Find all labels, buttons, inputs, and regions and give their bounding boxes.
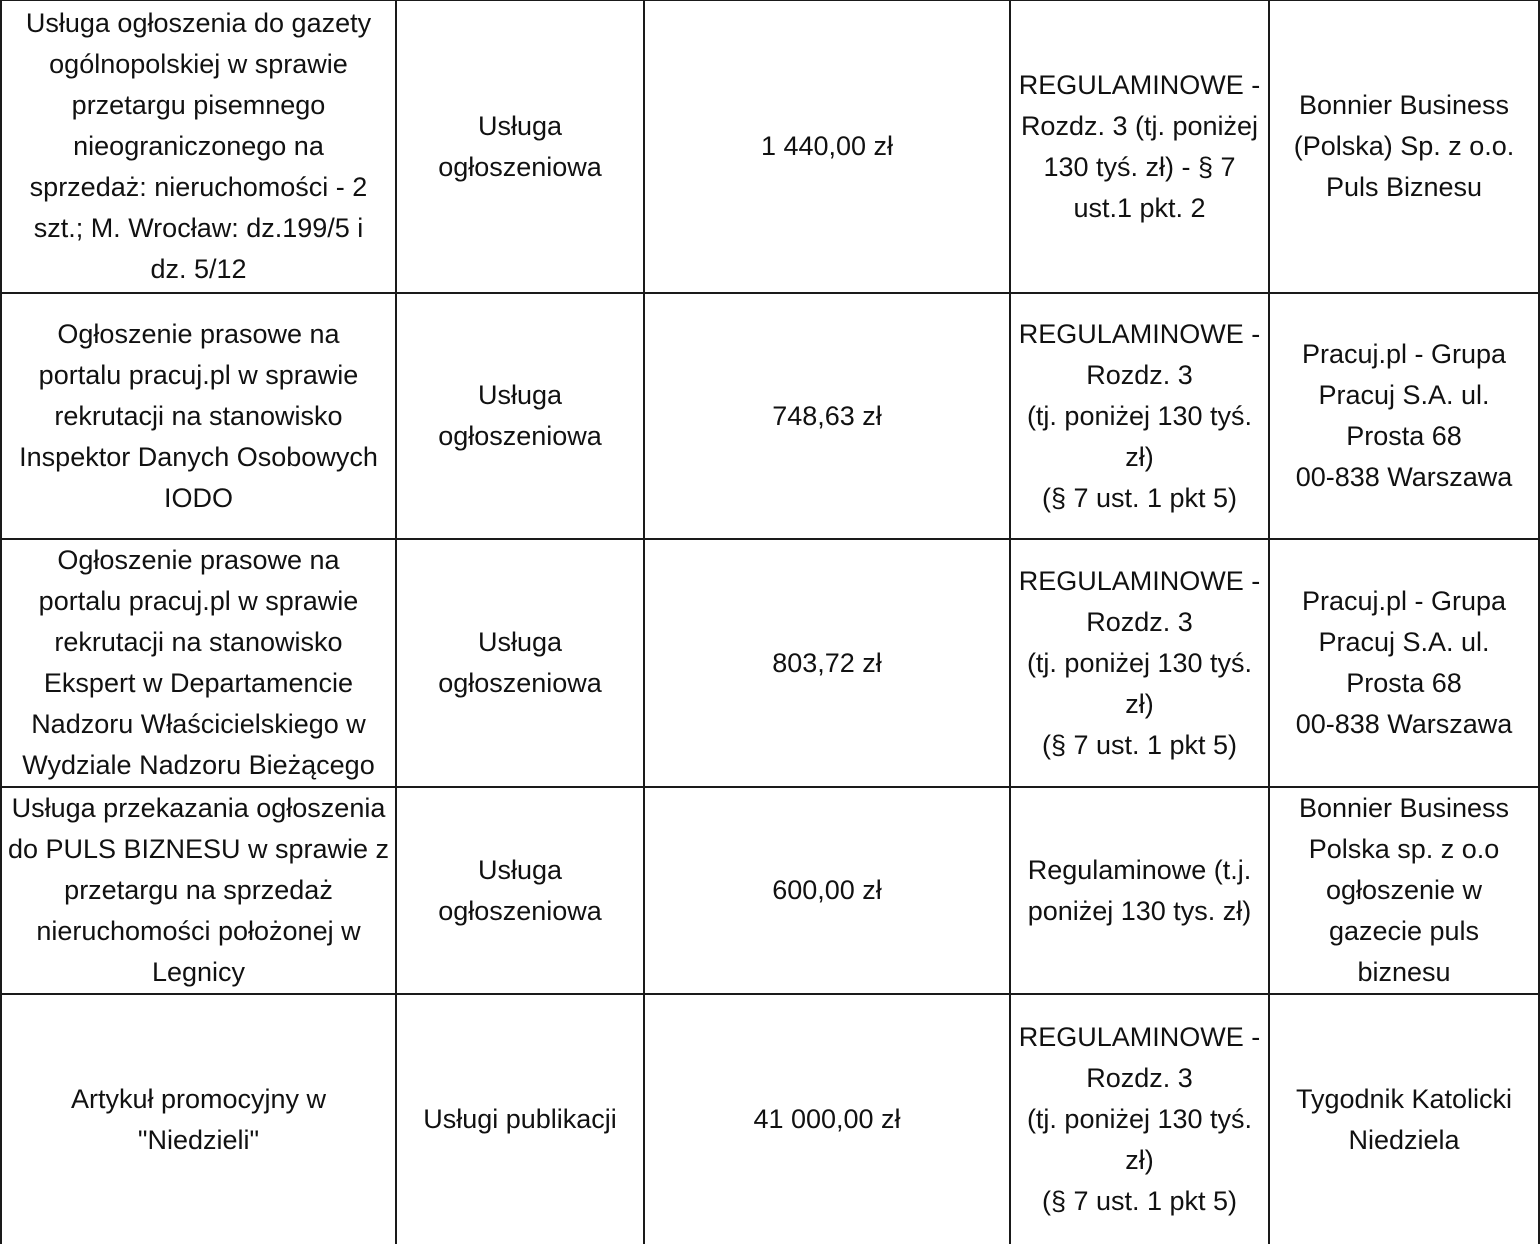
contractor-text: Pracuj.pl - Grupa Pracuj S.A. ul. Prosta 68 00-838 Warszawa [1295,586,1513,739]
type-text: Usługa ogłoszeniowa [438,380,602,451]
contractor-text: Bonnier Business Polska sp. z o.o ogłoszenie w gazecie puls biznesu [1298,793,1510,987]
amount-text: 803,72 zł [772,647,882,678]
mode-cell[interactable] [1010,293,1269,539]
contractor-cell[interactable] [1269,787,1539,994]
table-row [1,994,1539,1244]
mode-cell[interactable] [1010,787,1269,994]
type-cell[interactable] [396,994,644,1244]
mode-cell[interactable] [1010,994,1269,1244]
type-cell[interactable] [396,539,644,787]
mode-cell[interactable] [1010,0,1269,293]
amount-text: 1 440,00 zł [760,131,894,161]
mode-text: REGULAMINOWE - Rozdz. 3 (tj. poniżej 130 tyś. zł) (§ 7 ust. 1 pkt 5) [1018,318,1261,513]
amount-text: 748,63 zł [772,400,882,431]
contractor-text: Tygodnik Katolicki Niedziela [1295,1083,1513,1155]
description-text: Usługa ogłoszenia do gazety ogólnopolskiej w sprawie przetargu pisemnego nieograniczonego na sprzedaż: nieruchomości - 2 szt.; M. Wrocław: dz.199/5 i dz. 5/12 [25,8,372,284]
description-text: Ogłoszenie prasowe na portalu pracuj.pl w sprawie rekrutacji na stanowisko Inspektor Danych Osobowych IODO [19,318,378,513]
mode-text: REGULAMINOWE - Rozdz. 3 (tj. poniżej 130 tyś. zł) - § 7 ust.1 pkt. 2 [1018,69,1261,223]
table-row [1,787,1539,994]
mode-text: REGULAMINOWE - Rozdz. 3 (tj. poniżej 130 tyś. zł) (§ 7 ust. 1 pkt 5) [1018,1022,1261,1216]
type-cell[interactable] [396,0,644,293]
table-row [1,539,1539,787]
description-cell[interactable] [1,787,396,994]
type-text: Usługi publikacji [423,1104,617,1134]
amount-cell[interactable] [644,994,1010,1244]
amount-text: 41 000,00 zł [753,1104,901,1134]
type-cell[interactable] [396,787,644,994]
table-row [1,0,1539,293]
amount-cell[interactable] [644,539,1010,787]
description-text: Ogłoszenie prasowe na portalu pracuj.pl w sprawie rekrutacji na stanowisko Ekspert w Departamencie Nadzoru Właścicielskiego w Wydziale Nadzoru Bieżącego [22,545,375,780]
contractor-text: Pracuj.pl - Grupa Pracuj S.A. ul. Prosta 68 00-838 Warszawa [1295,339,1513,492]
table-row [1,293,1539,539]
contractor-cell[interactable] [1269,293,1539,539]
contractor-cell[interactable] [1269,0,1539,293]
description-text: Usługa przekazania ogłoszenia do PULS BIZNESU w sprawie z przetargu na sprzedaż nieruchomości położonej w Legnicy [7,793,390,987]
amount-cell[interactable] [644,0,1010,293]
description-text: Artykuł promocyjny w "Niedzieli" [70,1083,327,1155]
contractor-text: Bonnier Business (Polska) Sp. z o.o. Puls Biznesu [1293,90,1515,202]
amount-cell[interactable] [644,787,1010,994]
type-text: Usługa ogłoszeniowa [438,854,602,926]
description-cell[interactable] [1,0,396,293]
contractor-cell[interactable] [1269,994,1539,1244]
amount-cell[interactable] [644,293,1010,539]
description-cell[interactable] [1,994,396,1244]
contractor-cell[interactable] [1269,539,1539,787]
amount-text: 600,00 zł [772,875,882,905]
type-text: Usługa ogłoszeniowa [438,627,602,698]
type-cell[interactable] [396,293,644,539]
mode-text: REGULAMINOWE - Rozdz. 3 (tj. poniżej 130 tyś. zł) (§ 7 ust. 1 pkt 5) [1018,565,1261,760]
mode-text: Regulaminowe (t.j. poniżej 130 tys. zł) [1027,854,1252,926]
type-text: Usługa ogłoszeniowa [438,110,602,182]
mode-cell[interactable] [1010,539,1269,787]
description-cell[interactable] [1,293,396,539]
description-cell[interactable] [1,539,396,787]
